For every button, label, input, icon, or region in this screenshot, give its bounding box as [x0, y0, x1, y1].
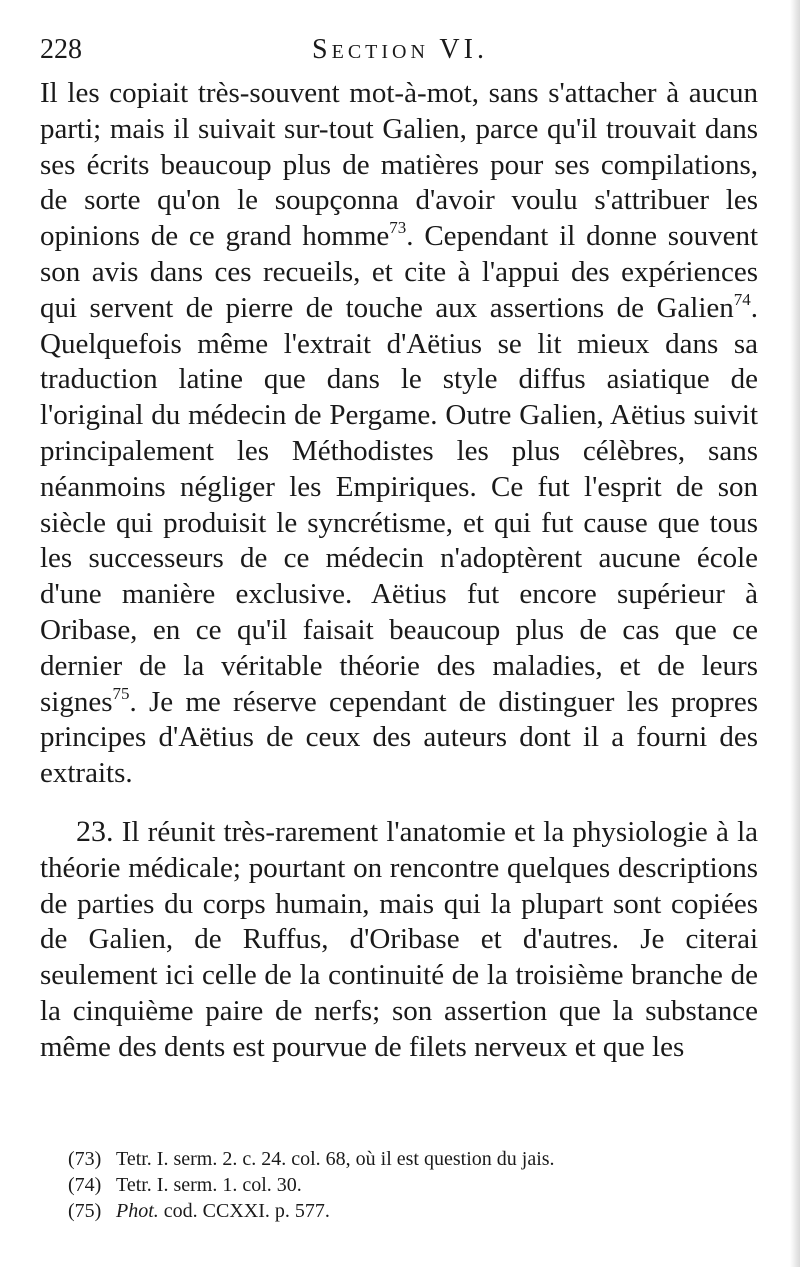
footnote-text: Tetr. I. serm. 1. col. 30. [116, 1174, 302, 1196]
section-title: Section VI. [312, 34, 488, 65]
paragraph-1-text-a: Il les copiait très-souvent mot-à-mot, sans s'attacher à aucun parti; mais il suivait sur-tout Galien, parce qu'il trouvait dans ses écrits beaucoup plus de matières pour ses compilations, de sorte qu'on le soupçonna d'avoir voulu s'attribuer les opinions de ce grand homme [40, 77, 758, 253]
footnote-73 [68, 1146, 758, 1172]
footnote-text: cod. CCXXI. p. 577. [158, 1200, 330, 1222]
paragraph-1-text-b: . Cependant il donne souvent son avis dans ces recueils, et cite à l'appui des expériences qui servent de pierre de touche aux assertions de Galien [40, 220, 758, 324]
footnote-75 [68, 1198, 758, 1224]
paragraph-2 [40, 814, 758, 1066]
paragraph-2-text: Il réunit très-rarement l'anatomie et la physiologie à la théorie médicale; pourtant on rencontre quelques descriptions de parties du corps humain, mais qui la plupart sont copiées de Galien, de Ruffus, d'Oribase et d'autres. Je citerai seulement ici celle de la continuité de la troisième branche de la cinquième paire de nerfs; son assertion que la substance même des dents est pourvue de filets nerveux et que les [40, 815, 759, 1063]
footnotes [68, 1146, 758, 1224]
footnote-text: Tetr. I. serm. 2. c. 24. col. 68, où il est question du jais. [116, 1148, 555, 1170]
paragraph-1-text-c: . Quelquefois même l'extrait d'Aëtius se lit mieux dans sa traduction latine que dans le style diffus asiatique de l'original du médecin de Pergame. Outre Galien, Aëtius suivit principalement les Méthodistes les plus célèbres, sans néanmoins négliger les Empiriques. Ce fut l'esprit de son siècle qui produisit le syncrétisme, et qui fut cause que tous les successeurs de ce médecin n'adoptèrent aucune école d'une manière exclusive. Aëtius fut encore supérieur à Oribase, en ce qu'il faisait beaucoup plus de cas que ce dernier de la véritable théorie des maladies, et de leurs signes [40, 291, 758, 718]
footnote-mark: (75) [68, 1200, 102, 1222]
paragraph-1-text-d: . Je me réserve cependant de distinguer les propres principes d'Aëtius de ceux des auteurs dont il a fourni des extraits. [40, 685, 758, 790]
footnote-ref-75: 75 [112, 683, 130, 703]
paragraph-number: 23. [76, 814, 114, 848]
footnote-ref-73: 73 [389, 218, 407, 238]
footnote-italic: Phot. [116, 1200, 159, 1222]
page-header [40, 30, 760, 74]
paragraph-1 [40, 76, 758, 792]
page-number: 228 [40, 34, 82, 65]
footnote-ref-74: 74 [733, 289, 751, 309]
body-text [40, 76, 758, 1066]
footnote-mark: (73) [68, 1148, 102, 1170]
footnote-mark: (74) [68, 1174, 102, 1196]
footnote-74 [68, 1172, 758, 1198]
page-edge [790, 0, 800, 1267]
